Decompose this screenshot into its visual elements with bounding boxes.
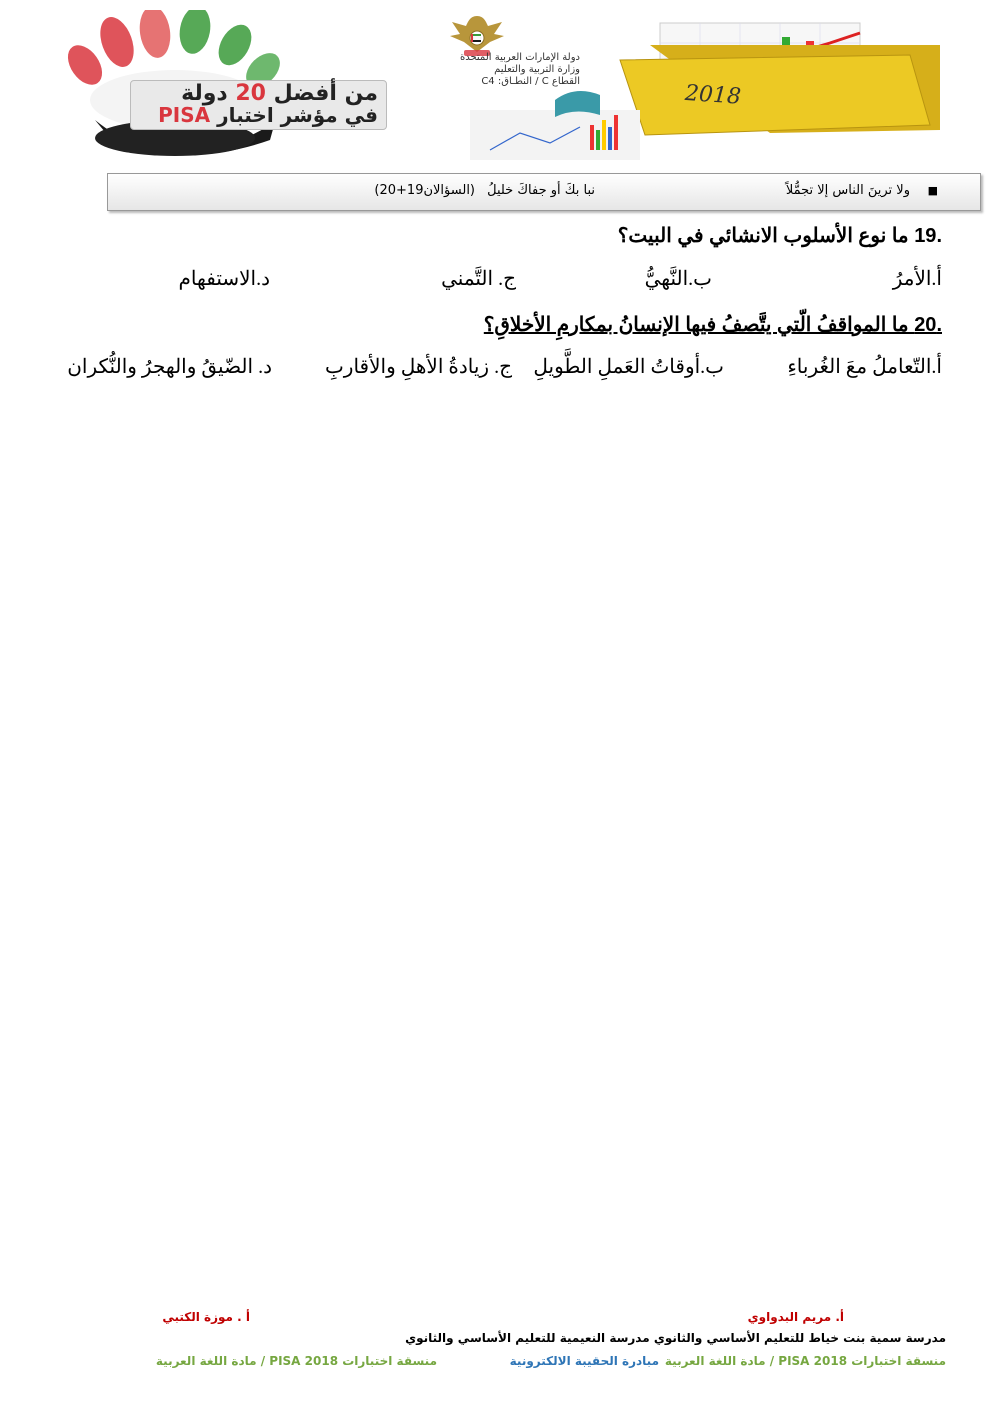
quote-first-hemistich: ولا ترينَ الناس إلا تجمُّلاً: [785, 183, 910, 198]
footer-initiative: مبادرة الحقيبة الالكترونية: [509, 1354, 659, 1368]
q19-option-a[interactable]: أ.الأمرُ: [892, 268, 942, 290]
bullet-icon: ■: [927, 184, 938, 197]
footer-coordinator-1: منسقة اختبارات PISA 2018 / مادة اللغة العربية: [664, 1354, 946, 1368]
q19-option-d[interactable]: د.الاستفهام: [178, 268, 270, 290]
ministry-line1: دولة الإمارات العربية المتحدة: [459, 52, 580, 63]
quote-question-ref: (السؤالان19+20): [374, 183, 475, 198]
q19-option-b[interactable]: ب.النَّهيُّ: [644, 268, 712, 290]
ministry-line3: القطاع C / النطـاق: C4: [481, 76, 580, 87]
quote-bar: [107, 173, 981, 211]
question-20-title: .20 ما المواقفُ الّتي يتَّصفُ فيها الإنسانُ بمكارمِ الأخلاقِ؟: [483, 314, 942, 336]
q19-option-c[interactable]: ج. التَّمني: [441, 268, 516, 290]
pisa-banner-line2: في مؤشر اختبار PISA: [158, 103, 378, 127]
pisa-banner-line1: من أفضل 20 دولة: [181, 81, 378, 106]
question-19-title: .19 ما نوع الأسلوب الانشائي في البيت؟: [617, 225, 942, 247]
quote-second-hemistich: نبا بكَ أو جفاكَ خليلُ: [487, 183, 595, 198]
folder-charts-image: [470, 15, 950, 160]
q20-option-b[interactable]: ب.أوقاتُ العَملِ الطَّويلِ: [533, 356, 724, 378]
folder-year-text: 2018: [684, 80, 742, 110]
q20-option-c[interactable]: ج. زيادةُ الأهلِ والأقاربِ: [324, 356, 512, 378]
footer-teacher-1: أ. مريم البدواوي: [747, 1310, 844, 1324]
q20-option-a[interactable]: أ.التّعاملُ معَ الغُرباءِ: [787, 356, 942, 378]
footer-schools: مدرسة سمية بنت خياط للتعليم الأساسي والثانوي مدرسة النعيمية للتعليم الأساسي والثانوي: [405, 1331, 946, 1345]
ministry-line2: وزارة التربية والتعليم: [494, 64, 580, 75]
q20-option-d[interactable]: د. الضّيقُ والهجرُ والنُّكران: [67, 356, 272, 378]
pisa-banner: [130, 80, 387, 130]
footer-teacher-2: أ . موزة الكتبي: [162, 1310, 250, 1324]
footer-coordinator-2: منسقة اختبارات PISA 2018 / مادة اللغة العربية: [155, 1354, 437, 1368]
